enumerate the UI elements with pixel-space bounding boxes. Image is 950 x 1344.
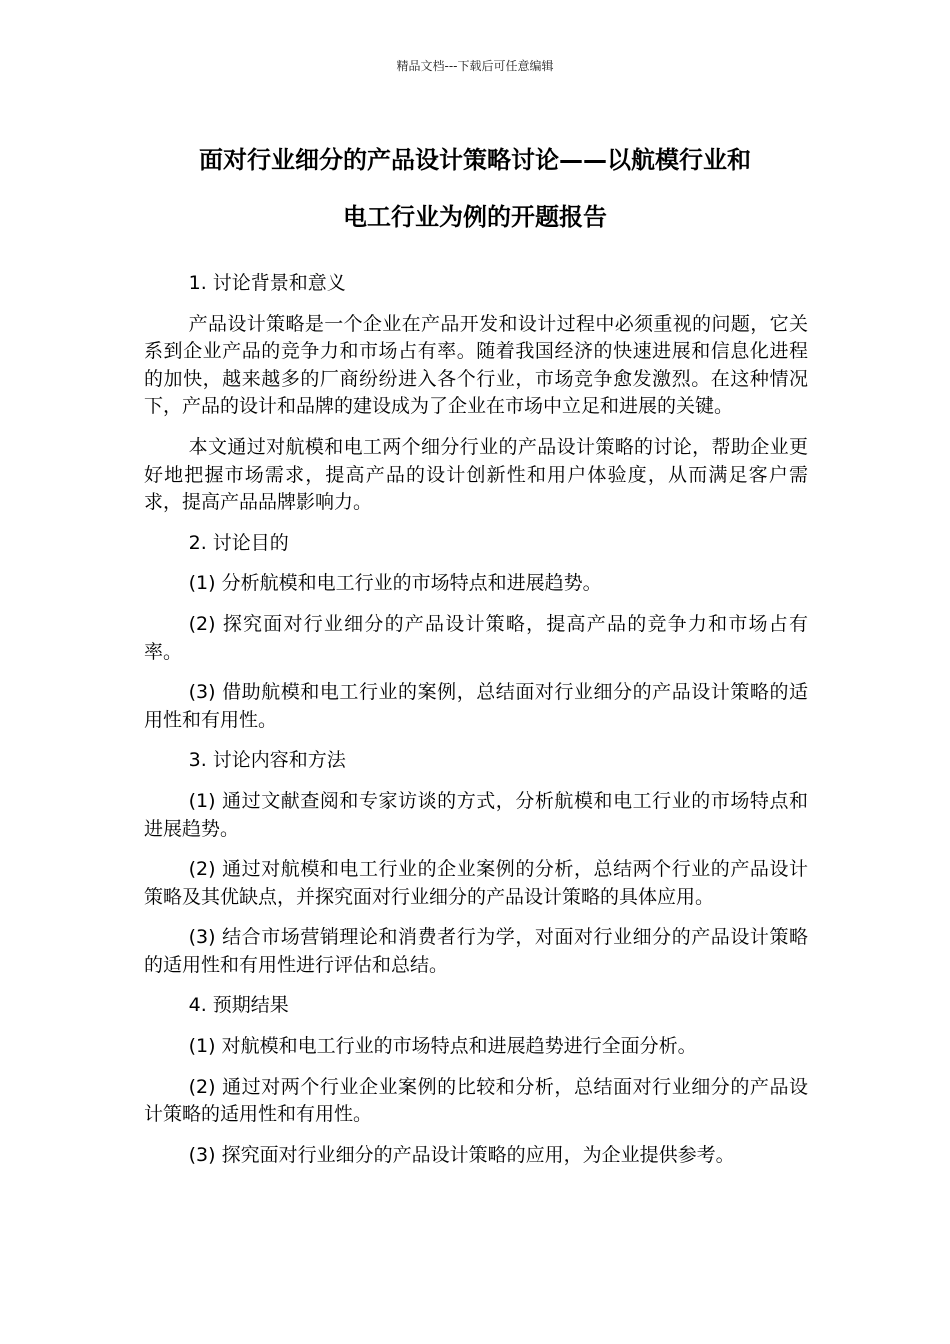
- paragraph-background-2: 本文通过对航模和电工两个细分行业的产品设计策略的讨论，帮助企业更好地把握市场需求，提高产品的设计创新性和用户体验度，从而满足客户需求，提高产品品牌影响力。: [144, 435, 808, 514]
- paragraph-background-1: 产品设计策略是一个企业在产品开发和设计过程中必须重视的问题，它关系到企业产品的竞争力和市场占有率。随着我国经济的快速进展和信息化进程的加快，越来越多的厂商纷纷进入各个行业，市场竞争愈发激烈。在这种情况下，产品的设计和品牌的建设成为了企业在市场中立足和进展的关键。: [144, 312, 808, 418]
- methods-item-3: (3) 结合市场营销理论和消费者行为学，对面对行业细分的产品设计策略的适用性和有用性进行评估和总结。: [144, 926, 808, 976]
- methods-item-1: (1) 通过文献查阅和专家访谈的方式，分析航模和电工行业的市场特点和进展趋势。: [144, 789, 808, 840]
- section-heading-background: 1. 讨论背景和意义: [188, 272, 346, 294]
- purpose-item-1: (1) 分析航模和电工行业的市场特点和进展趋势。: [188, 572, 602, 595]
- title-line-1: 面对行业细分的产品设计策略讨论——以航模行业和: [199, 146, 751, 174]
- document-title: [140, 132, 810, 246]
- section-heading-results: 4. 预期结果: [188, 994, 289, 1017]
- document-body: [144, 270, 808, 1182]
- title-line-2: 电工行业为例的开题报告: [343, 203, 607, 231]
- results-item-1: (1) 对航模和电工行业的市场特点和进展趋势进行全面分析。: [188, 1035, 697, 1058]
- purpose-item-3: (3) 借助航模和电工行业的案例，总结面对行业细分的产品设计策略的适用性和有用性。: [144, 681, 808, 731]
- results-item-2: (2) 通过对两个行业企业案例的比较和分析，总结面对行业细分的产品设计策略的适用性和有用性。: [144, 1075, 808, 1126]
- purpose-item-2: (2) 探究面对行业细分的产品设计策略，提高产品的竞争力和市场占有率。: [144, 612, 808, 663]
- section-heading-purpose: 2. 讨论目的: [188, 531, 289, 554]
- results-item-3: (3) 探究面对行业细分的产品设计策略的应用，为企业提供参考。: [188, 1143, 735, 1166]
- methods-item-2: (2) 通过对航模和电工行业的企业案例的分析，总结两个行业的产品设计策略及其优缺点，并探究面对行业细分的产品设计策略的具体应用。: [144, 858, 808, 908]
- section-heading-methods: 3. 讨论内容和方法: [188, 749, 346, 772]
- header-note: 精品文档---下载后可任意编辑: [396, 59, 554, 73]
